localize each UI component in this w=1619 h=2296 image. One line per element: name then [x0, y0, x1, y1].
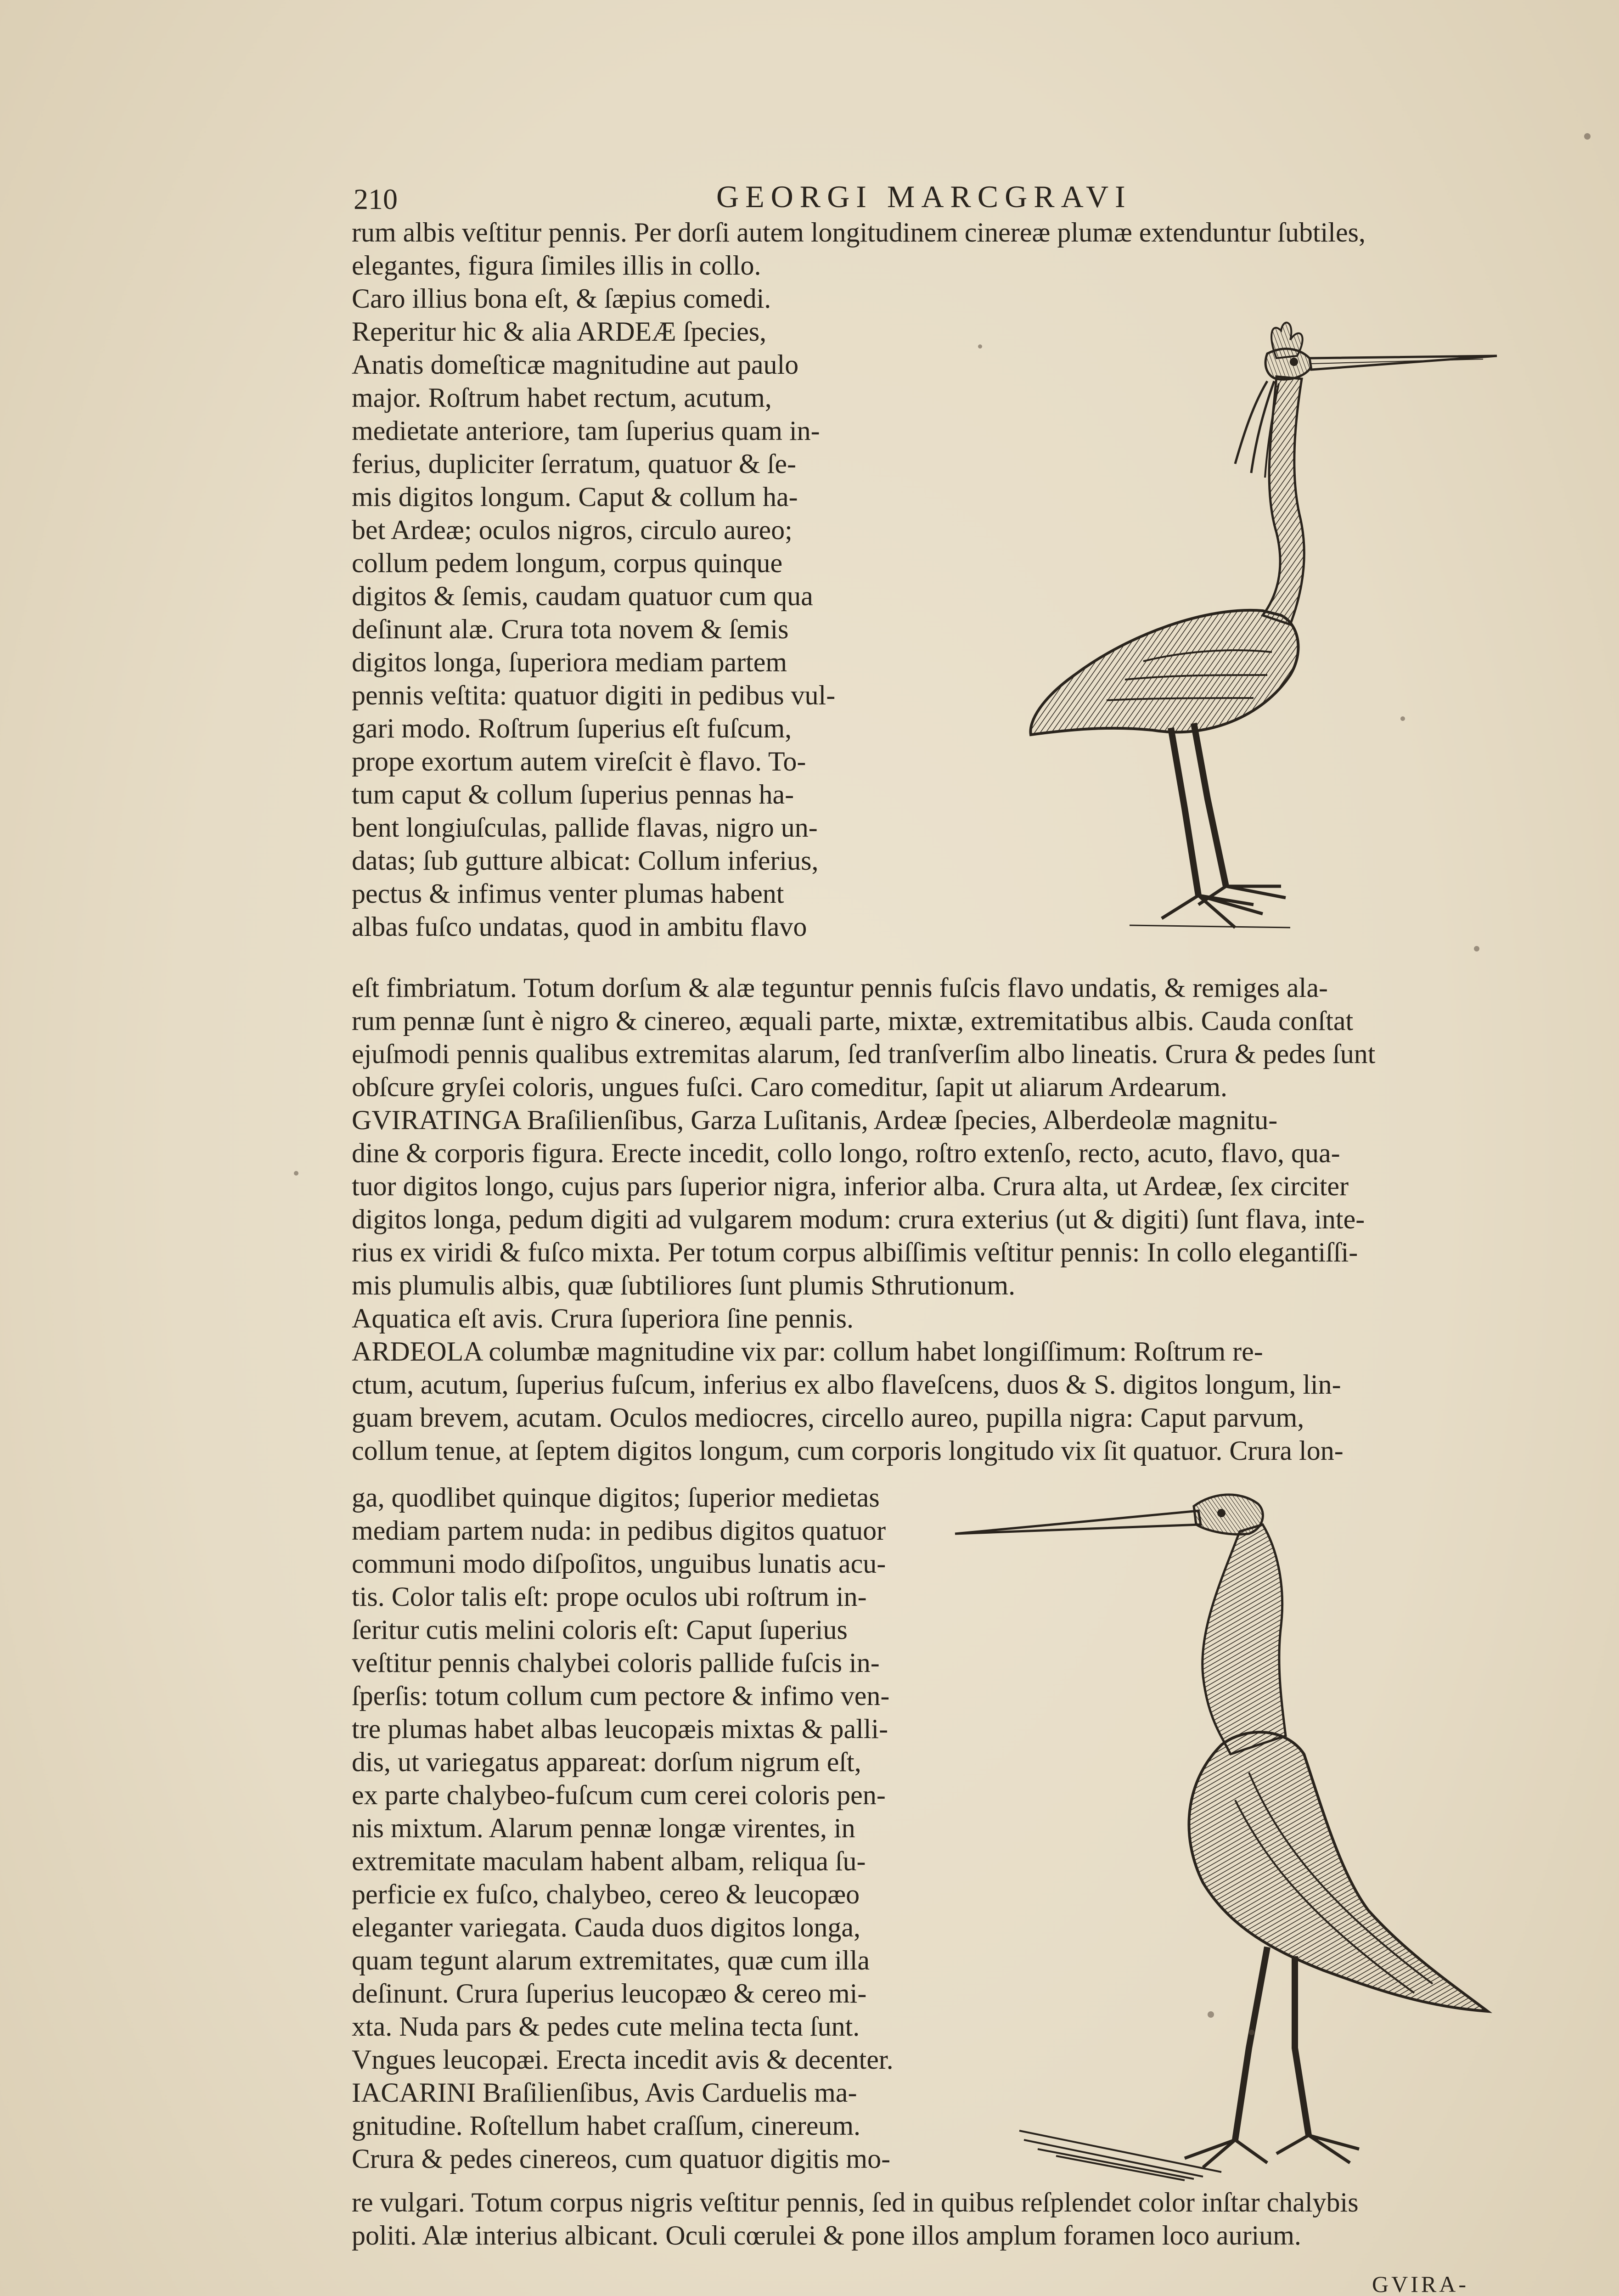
text-line: ARDEOLA columbæ magnitudine vix par: collum habet longiſſimum: Roſtrum re-	[352, 1336, 1263, 1367]
foxing-spot	[1400, 716, 1405, 721]
text-line: mis digitos longum. Caput & collum ha-	[352, 482, 798, 512]
heron-icon	[946, 1479, 1501, 2181]
text-line: Crura & pedes cinereos, cum quatuor digitis mo-	[352, 2144, 891, 2174]
text-line: ſeritur cutis melini coloris eſt: Caput ſuperius	[352, 1615, 848, 1645]
text-line: quam tegunt alarum extremitates, quæ cum illa	[352, 1945, 870, 1975]
text-line: eleganter variegata. Cauda duos digitos longa,	[352, 1912, 860, 1942]
text-line: datas; ſub gutture albicat: Collum inferius,	[352, 845, 819, 876]
text-line: GVIRATINGA Braſilienſibus, Garza Luſitanis, Ardeæ ſpecies, Alberdeolæ magnitu-	[352, 1105, 1278, 1135]
crested-heron-woodcut	[914, 312, 1506, 951]
text-line: rum albis veſtitur pennis. Per dorſi autem longitudinem cinereæ plumæ extenduntur ſubtiles,	[352, 217, 1366, 248]
text-lines-middle	[352, 971, 1375, 1467]
text-block-lower	[352, 1481, 962, 2179]
text-line: ga, quodlibet quinque digitos; ſuperior medietas	[352, 1482, 880, 1513]
text-line: digitos & ſemis, caudam quatuor cum qua	[352, 581, 813, 611]
running-head: GEORGI MARCGRAVI	[716, 179, 1132, 214]
text-line: albas fuſco undatas, quod in ambitu flavo	[352, 912, 807, 942]
text-line: elegantes, figura ſimiles illis in collo.	[352, 250, 761, 281]
heron-icon	[914, 312, 1506, 951]
text-line: mis plumulis albis, quæ ſubtiliores ſunt plumis Sthrutionum.	[352, 1270, 1016, 1300]
text-line: tum caput & collum ſuperius pennas ha-	[352, 779, 794, 810]
text-line: gnitudine. Roſtellum habet craſſum, cinereum.	[352, 2110, 861, 2141]
text-line: pennis veſtita: quatuor digiti in pedibus vul-	[352, 680, 836, 710]
text-line: bet Ardeæ; oculos nigros, circulo aureo;	[352, 515, 793, 545]
text-line: veſtitur pennis chalybei coloris pallide fuſcis in-	[352, 1648, 880, 1678]
text-line: communi modo diſpoſitos, unguibus lunatis acu-	[352, 1548, 886, 1579]
text-line: tis. Color talis eſt: prope oculos ubi roſtrum in-	[352, 1581, 867, 1612]
text-block-middle	[352, 971, 1500, 1467]
text-line: ejuſmodi pennis qualibus extremitas alarum, ſed tranſverſim albo lineatis. Crura & pedes ſunt	[352, 1039, 1376, 1069]
text-line: extremitate maculam habent albam, reliqua ſu-	[352, 1846, 866, 1876]
text-line: perficie ex fuſco, chalybeo, cereo & leucopæo	[352, 1879, 860, 1909]
text-line: dine & corporis figura. Erecte incedit, collo longo, roſtro extenſo, recto, acuto, flavo, qua-	[352, 1138, 1340, 1168]
foxing-spot	[1208, 2011, 1214, 2018]
text-block-bottom	[352, 2186, 1500, 2255]
text-line: gari modo. Roſtrum ſuperius eſt fuſcum,	[352, 713, 792, 743]
text-line: Caro illius bona eſt, & ſæpius comedi.	[352, 283, 771, 314]
text-line: dis, ut variegatus appareat: dorſum nigrum eſt,	[352, 1747, 861, 1777]
text-lines-lower	[352, 1481, 894, 2175]
text-line: Aquatica eſt avis. Crura ſuperiora ſine pennis.	[352, 1303, 854, 1334]
text-line: prope exortum autem vireſcit è flavo. To-	[352, 746, 806, 777]
text-line: medietate anteriore, tam ſuperius quam in-	[352, 416, 820, 446]
text-line: rum pennæ ſunt è nigro & cinereo, æquali parte, mixtæ, extremitatibus albis. Cauda conſtat	[352, 1006, 1354, 1036]
text-lines-bottom	[352, 2186, 1359, 2252]
text-line: ſperſis: totum collum cum pectore & infimo ven-	[352, 1681, 890, 1711]
text-line: tre plumas habet albas leucopæis mixtas & palli-	[352, 1714, 888, 1744]
text-line: re vulgari. Totum corpus nigris veſtitur pennis, ſed in quibus reſplendet color inſtar chalybis	[352, 2187, 1359, 2217]
ardeola-woodcut	[946, 1479, 1501, 2181]
text-line: Anatis domeſticæ magnitudine aut paulo	[352, 349, 799, 380]
text-line: Reperitur hic & alia ARDEÆ ſpecies,	[352, 316, 767, 347]
text-line: major. Roſtrum habet rectum, acutum,	[352, 383, 772, 413]
text-line: collum tenue, at ſeptem digitos longum, cum corporis longitudo vix ſit quatuor. Crura lon-	[352, 1435, 1344, 1466]
foxing-spot	[1474, 946, 1479, 951]
text-line: collum pedem longum, corpus quinque	[352, 548, 783, 578]
text-line: mediam partem nuda: in pedibus digitos quatuor	[352, 1515, 886, 1546]
text-line: eſt fimbriatum. Totum dorſum & alæ teguntur pennis fuſcis flavo undatis, & remiges ala-	[352, 973, 1328, 1003]
catchword: GVIRA-	[1372, 2271, 1469, 2296]
text-line: ferius, dupliciter ſerratum, quatuor & ſe-	[352, 449, 796, 479]
foxing-spot	[294, 1171, 298, 1176]
text-line: ex parte chalybeo-fuſcum cum cerei coloris pen-	[352, 1780, 886, 1810]
text-line: Vngues leucopæi. Erecta incedit avis & decenter.	[352, 2044, 894, 2075]
text-line: ctum, acutum, ſuperius fuſcum, inferius ex albo flaveſcens, duos & S. digitos longum, lin-	[352, 1369, 1341, 1400]
foxing-spot	[978, 344, 982, 349]
foxing-spot	[1584, 133, 1591, 140]
page-number: 210	[354, 183, 398, 215]
text-line: digitos longa, pedum digiti ad vulgarem modum: crura exterius (ut & digiti) ſunt flava, inte-	[352, 1204, 1365, 1234]
text-line: bent longiuſculas, pallide flavas, nigro un-	[352, 812, 818, 843]
text-line: deſinunt alæ. Crura tota novem & ſemis	[352, 614, 789, 644]
text-line: digitos longa, ſuperiora mediam partem	[352, 647, 787, 677]
text-line: xta. Nuda pars & pedes cute melina tecta ſunt.	[352, 2011, 860, 2042]
text-line: nis mixtum. Alarum pennæ longæ virentes, in	[352, 1813, 855, 1843]
text-line: IACARINI Braſilienſibus, Avis Carduelis ma-	[352, 2077, 857, 2108]
text-line: pectus & infimus venter plumas habent	[352, 878, 784, 909]
text-line: rius ex viridi & fuſco mixta. Per totum corpus albiſſimis veſtitur pennis: In collo elegantiſſi-	[352, 1237, 1358, 1267]
text-line: deſinunt. Crura ſuperius leucopæo & cereo mi-	[352, 1978, 867, 2009]
text-line: tuor digitos longo, cujus pars ſuperior nigra, inferior alba. Crura alta, ut Ardeæ, ſex circiter	[352, 1171, 1349, 1201]
text-line: guam brevem, acutam. Oculos mediocres, circello aureo, pupilla nigra: Caput parvum,	[352, 1402, 1304, 1433]
text-line: politi. Alæ interius albicant. Oculi cœrulei & pone illos amplum foramen loco aurium.	[352, 2220, 1301, 2251]
text-line: obſcure gryſei coloris, ungues fuſci. Caro comeditur, ſapit ut aliarum Ardearum.	[352, 1072, 1228, 1102]
foxing-spot	[1249, 2030, 1254, 2035]
